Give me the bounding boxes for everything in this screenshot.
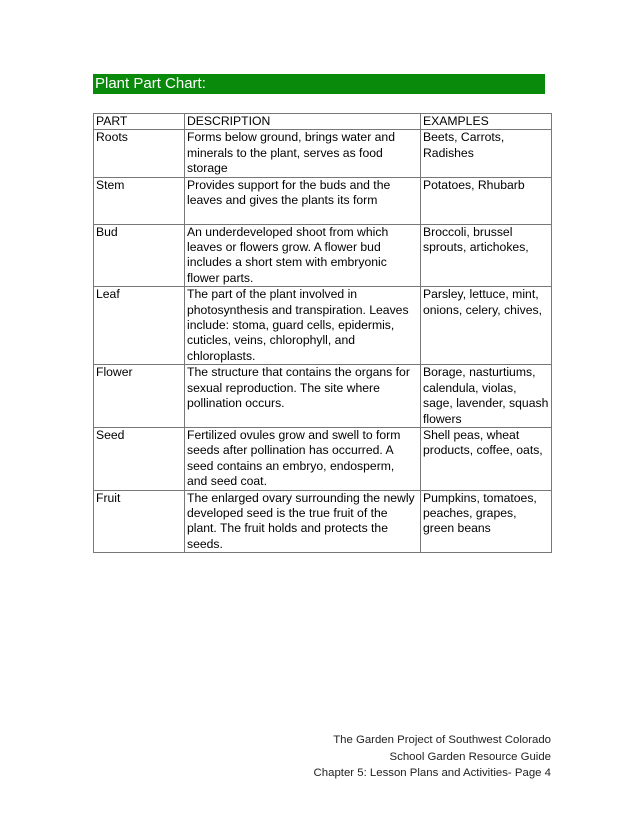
- cell-description: Fertilized ovules grow and swell to form seeds after pollination has occurred. A seed contains an embryo, endosperm, and seed coat.: [185, 427, 421, 490]
- cell-examples: Borage, nasturtiums, calendula, violas, sage, lavender, squash flowers: [421, 365, 552, 428]
- cell-part: Fruit: [94, 490, 185, 553]
- cell-description: An underdeveloped shoot from which leaves or flowers grow. A flower bud includes a short stem with embryonic flower parts.: [185, 224, 421, 287]
- cell-part: Stem: [94, 177, 185, 224]
- footer-chapter-page: Chapter 5: Lesson Plans and Activities- Page 4: [313, 767, 551, 779]
- table-row: [94, 130, 552, 177]
- cell-description: Provides support for the buds and the leaves and gives the plants its form: [185, 177, 421, 224]
- cell-examples: Beets, Carrots, Radishes: [421, 130, 552, 177]
- cell-description: The enlarged ovary surrounding the newly developed seed is the true fruit of the plant. The fruit holds and protects the seeds.: [185, 490, 421, 553]
- cell-description: The structure that contains the organs for sexual reproduction. The site where pollination occurs.: [185, 365, 421, 428]
- footer-organization: The Garden Project of Southwest Colorado: [333, 734, 551, 746]
- table-row: [94, 287, 552, 365]
- footer-guide-title: School Garden Resource Guide: [389, 750, 551, 763]
- cell-description: The part of the plant involved in photosynthesis and transpiration. Leaves include: stoma, guard cells, epidermis, cuticles, veins, chlorophyll, and chloroplasts.: [185, 287, 421, 365]
- cell-part: Flower: [94, 365, 185, 428]
- cell-part: Leaf: [94, 287, 185, 365]
- table-row: [94, 224, 552, 287]
- header-examples: EXAMPLES: [421, 114, 552, 130]
- table-header-row: [94, 114, 552, 130]
- cell-part: Seed: [94, 427, 185, 490]
- table-row: [94, 427, 552, 490]
- table-row: [94, 490, 552, 553]
- plant-part-table: [93, 113, 552, 553]
- header-part: PART: [94, 114, 185, 130]
- cell-part: Bud: [94, 224, 185, 287]
- cell-part: Roots: [94, 130, 185, 177]
- cell-examples: Broccoli, brussel sprouts, artichokes,: [421, 224, 552, 287]
- chart-title: Plant Part Chart:: [93, 74, 545, 94]
- table-row: [94, 365, 552, 428]
- page-footer: [314, 732, 551, 782]
- header-description: DESCRIPTION: [185, 114, 421, 130]
- cell-examples: Shell peas, wheat products, coffee, oats,: [421, 427, 552, 490]
- table-row: [94, 177, 552, 224]
- cell-examples: Parsley, lettuce, mint, onions, celery, chives,: [421, 287, 552, 365]
- cell-examples: Pumpkins, tomatoes, peaches, grapes, green beans: [421, 490, 552, 553]
- cell-examples: Potatoes, Rhubarb: [421, 177, 552, 224]
- cell-description: Forms below ground, brings water and minerals to the plant, serves as food storage: [185, 130, 421, 177]
